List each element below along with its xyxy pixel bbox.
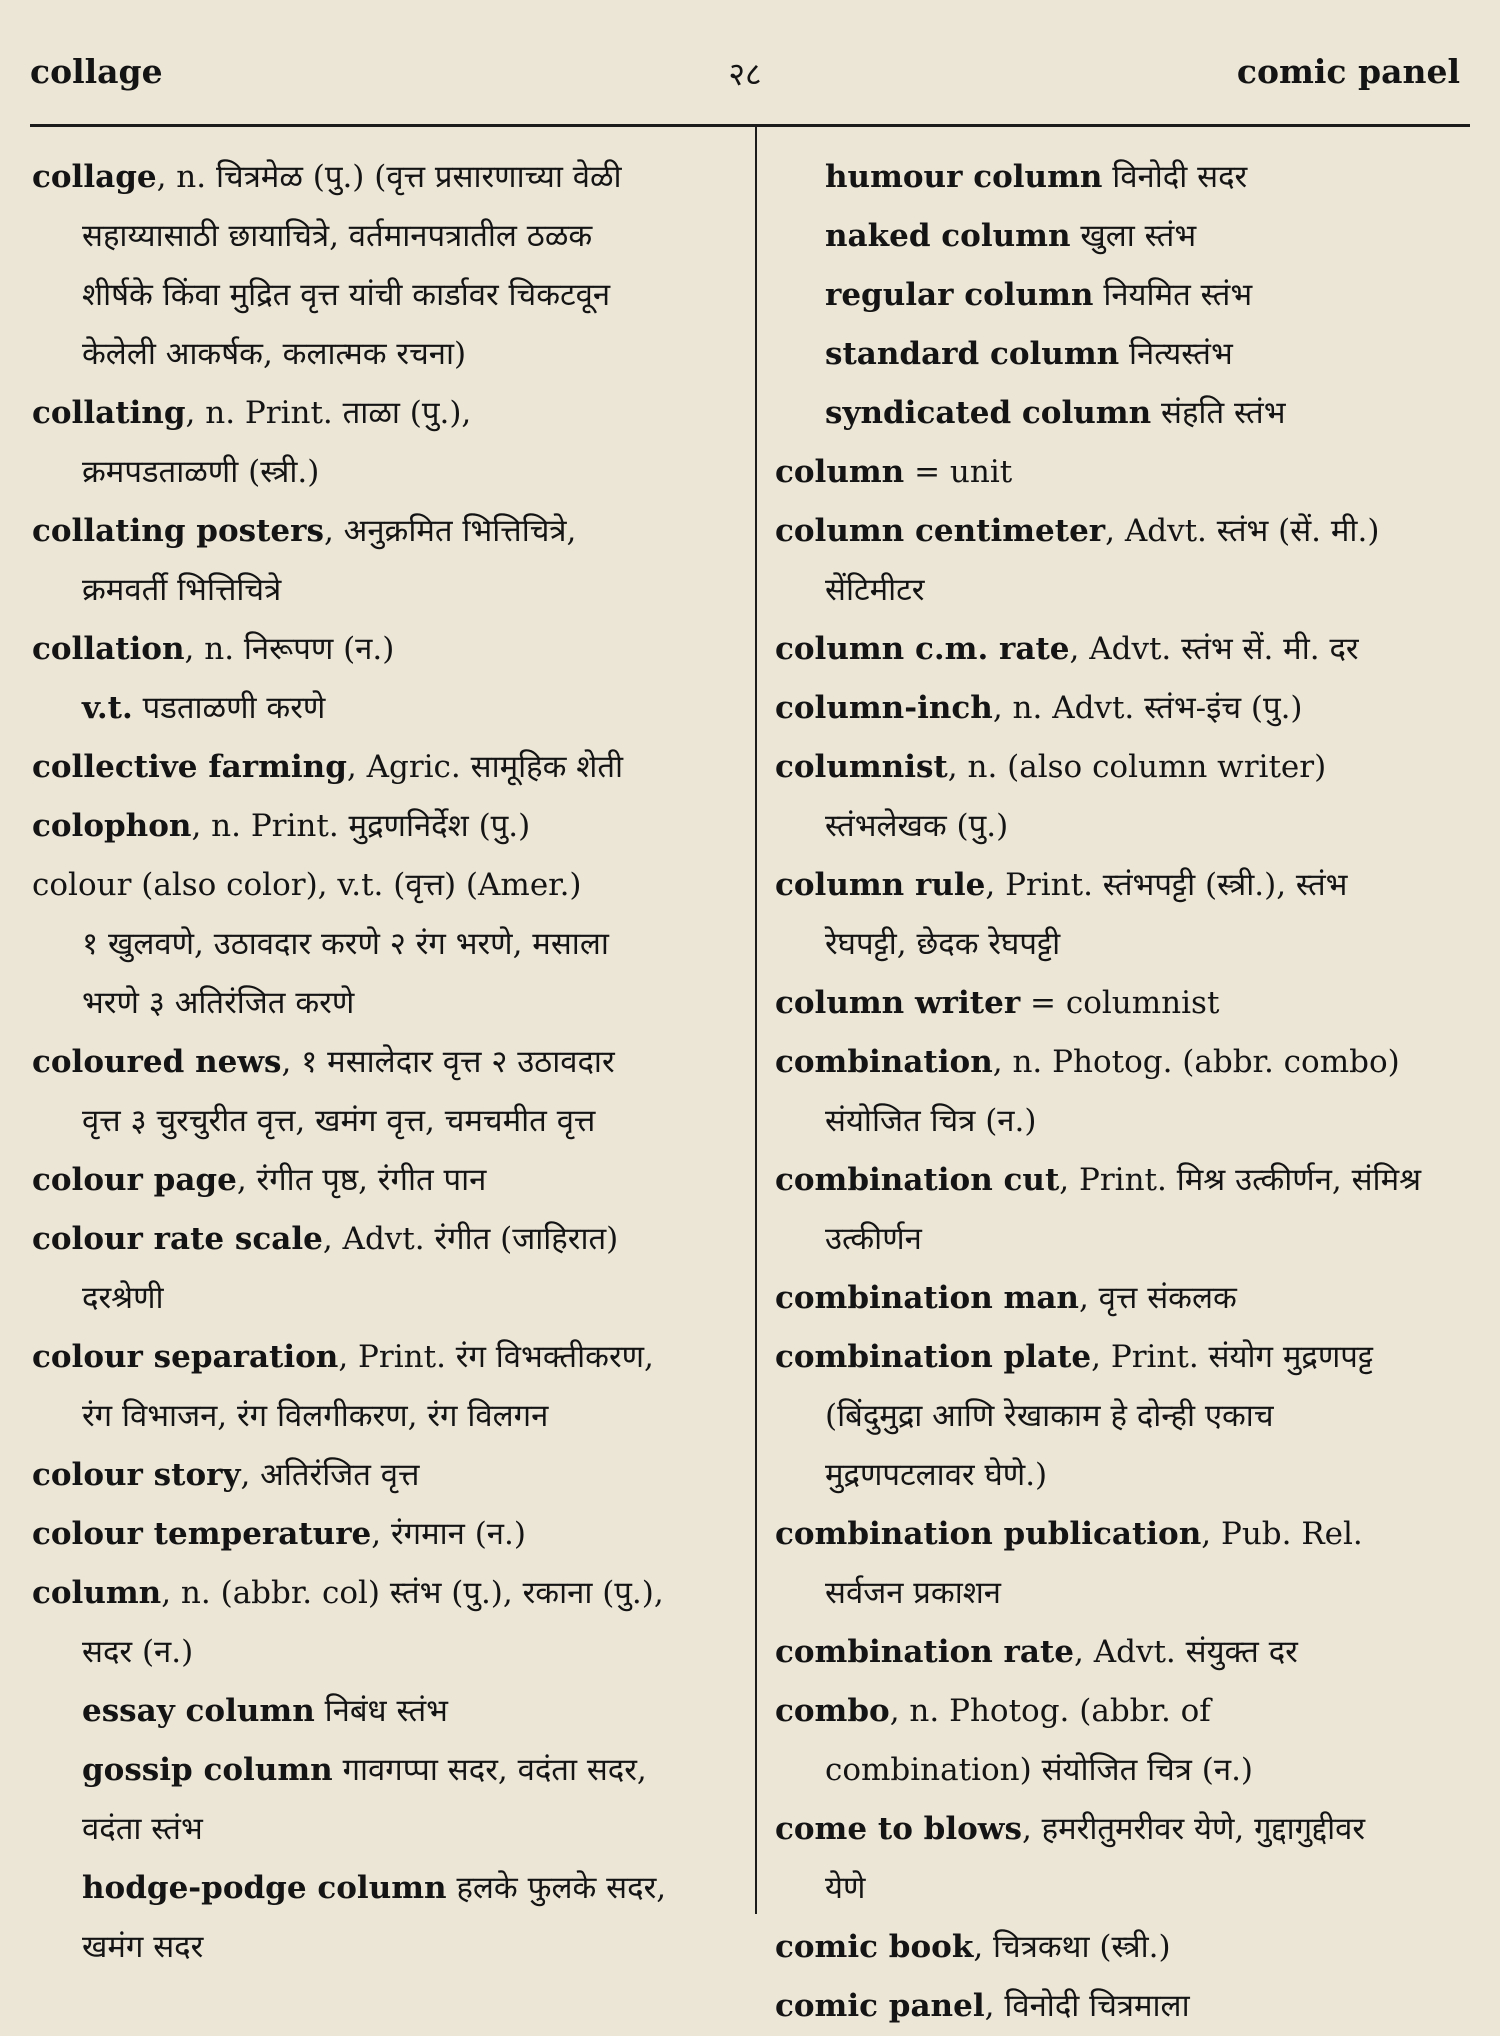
entry-headword-line — [775, 1505, 1475, 1564]
headword: standard column — [825, 336, 1120, 372]
entry-continuation-line — [32, 679, 732, 738]
entry-continuation-line: मुद्रणपटलावर घेणे.) — [825, 1457, 1048, 1493]
headword: regular column — [825, 277, 1094, 313]
entry-continuation-line — [775, 266, 1475, 325]
entry-continuation-line: वदंता स्तंभ — [82, 1811, 203, 1847]
headword: syndicated column — [825, 395, 1152, 431]
entry-headword-line — [32, 1505, 732, 1564]
page-number: २८ — [728, 55, 762, 93]
definition-text: = columnist — [1020, 985, 1220, 1021]
entry-headword-line — [32, 1210, 732, 1269]
definition-text: , Advt. रंगीत (जाहिरात) — [322, 1221, 619, 1257]
entry-continuation-line: सहाय्यासाठी छायाचित्रे, वर्तमानपत्रातील ठळक — [82, 218, 593, 254]
entry-headword-line — [775, 443, 1475, 502]
headword: colour page — [32, 1162, 237, 1198]
definition-text: , n. Print. ताळा (पु.), — [185, 395, 472, 431]
definition-text: , Advt. संयुक्त दर — [1074, 1634, 1298, 1670]
entry-headword-line — [775, 1800, 1475, 1859]
definition-text: , Print. रंग विभक्तीकरण, — [338, 1339, 654, 1375]
headword: colour rate scale — [32, 1221, 323, 1257]
definition-text: , रंगमान (न.) — [371, 1516, 526, 1552]
entry-continuation-line — [775, 325, 1475, 384]
entry-headword-line — [775, 1269, 1475, 1328]
entry-headword-line — [32, 1033, 732, 1092]
entry-headword-line — [775, 738, 1475, 797]
entry-headword-line — [32, 1151, 732, 1210]
definition-text: , Print. संयोग मुद्रणपट्ट — [1091, 1339, 1374, 1375]
entry-continuation-line: सेंटिमीटर — [825, 572, 925, 608]
definition-text: , Advt. स्तंभ सें. मी. दर — [1069, 631, 1359, 667]
entry-continuation-line — [775, 384, 1475, 443]
entry-continuation-line: दरश्रेणी — [82, 1280, 164, 1316]
headword: column — [32, 1575, 162, 1611]
column-divider — [755, 126, 757, 1914]
entry-headword-line: colour (also color), v.t. (वृत्त) (Amer.) — [32, 867, 582, 903]
definition-text: , Print. स्तंभपट्टी (स्त्री.), स्तंभ — [985, 867, 1348, 903]
entry-continuation-line — [775, 148, 1475, 207]
entry-continuation-line: सर्वजन प्रकाशन — [825, 1575, 1002, 1611]
headword: column c.m. rate — [775, 631, 1070, 667]
definition-text: , चित्रकथा (स्त्री.) — [973, 1929, 1171, 1965]
entry-headword-line — [32, 1446, 732, 1505]
entry-headword-line — [32, 384, 732, 443]
left-column — [32, 148, 732, 1977]
headword: comic panel — [775, 1988, 985, 2024]
headword: combination rate — [775, 1634, 1074, 1670]
entry-headword-line — [32, 148, 732, 207]
entry-continuation-line: केलेली आकर्षक, कलात्मक रचना) — [82, 336, 467, 372]
entry-continuation-line: वृत्त ३ चुरचुरीत वृत्त, खमंग वृत्त, चमचमीत वृत्त — [82, 1103, 596, 1139]
definition-text: संहति स्तंभ — [1151, 395, 1286, 431]
definition-text: , n. Print. मुद्रणनिर्देश (पु.) — [191, 808, 531, 844]
definition-text: , १ मसालेदार वृत्त २ उठावदार — [281, 1044, 615, 1080]
entry-headword-line — [775, 1682, 1475, 1741]
entry-continuation-line: संयोजित चित्र (न.) — [825, 1103, 1037, 1139]
headword: combination man — [775, 1280, 1079, 1316]
headword: v.t. — [82, 690, 133, 726]
entry-headword-line — [775, 1977, 1475, 2036]
entry-continuation-line: स्तंभलेखक (पु.) — [825, 808, 1009, 844]
headword: colour story — [32, 1457, 241, 1493]
entry-continuation-line: १ खुलवणे, उठावदार करणे २ रंग भरणे, मसाला — [82, 926, 609, 962]
header-right-guideword: comic panel — [1236, 52, 1460, 91]
headword: combination cut — [775, 1162, 1060, 1198]
definition-text: , Pub. Rel. — [1201, 1516, 1363, 1552]
definition-text: , रंगीत पृष्ठ, रंगीत पान — [236, 1162, 487, 1198]
headword: combination publication — [775, 1516, 1202, 1552]
entry-headword-line — [775, 620, 1475, 679]
definition-text: , Advt. स्तंभ (सें. मी.) — [1105, 513, 1380, 549]
entry-continuation-line: उत्कीर्णन — [825, 1221, 922, 1257]
entry-headword-line — [32, 1328, 732, 1387]
definition-text: , वृत्त संकलक — [1078, 1280, 1237, 1316]
entry-headword-line — [775, 1151, 1475, 1210]
entry-headword-line — [32, 797, 732, 856]
headword: combination — [775, 1044, 993, 1080]
entry-headword-line — [775, 974, 1475, 1033]
definition-text: , Agric. सामूहिक शेती — [346, 749, 624, 785]
definition-text: , n. Advt. स्तंभ-इंच (पु.) — [992, 690, 1303, 726]
entry-headword-line — [32, 1564, 732, 1623]
definition-text: हलके फुलके सदर, — [446, 1870, 667, 1906]
headword: collating posters — [32, 513, 324, 549]
headword: colour separation — [32, 1339, 339, 1375]
headword: column centimeter — [775, 513, 1106, 549]
headword: column-inch — [775, 690, 993, 726]
definition-text: खुला स्तंभ — [1070, 218, 1197, 254]
entry-headword-line — [32, 738, 732, 797]
entry-continuation-line — [32, 1741, 732, 1800]
definition-text: , विनोदी चित्रमाला — [984, 1988, 1190, 2024]
entry-continuation-line — [32, 1859, 732, 1918]
definition-text: , n. चित्रमेळ (पु.) (वृत्त प्रसारणाच्या वेळी — [156, 159, 622, 195]
headword: collage — [32, 159, 157, 195]
headword: hodge-podge column — [82, 1870, 447, 1906]
entry-headword-line — [775, 679, 1475, 738]
entry-continuation-line: (बिंदुमुद्रा आणि रेखाकाम हे दोन्ही एकाच — [825, 1398, 1274, 1434]
headword: coloured news — [32, 1044, 282, 1080]
headword: come to blows — [775, 1811, 1022, 1847]
entry-continuation-line: भरणे ३ अतिरंजित करणे — [82, 985, 355, 1021]
entry-headword-line — [775, 1033, 1475, 1092]
entry-continuation-line: रेघपट्टी, छेदक रेघपट्टी — [825, 926, 1061, 962]
entry-continuation-line: क्रमवर्ती भित्तिचित्रे — [82, 572, 282, 608]
entry-continuation-line: खमंग सदर — [82, 1929, 204, 1965]
definition-text: , n. Photog. (abbr. of — [889, 1693, 1211, 1729]
definition-text: , n. निरूपण (न.) — [184, 631, 395, 667]
entry-headword-line — [775, 856, 1475, 915]
headword: collating — [32, 395, 186, 431]
headword: comic book — [775, 1929, 974, 1965]
entry-headword-line — [775, 1623, 1475, 1682]
entry-continuation-line — [775, 207, 1475, 266]
headword: collation — [32, 631, 185, 667]
definition-text: नियमित स्तंभ — [1093, 277, 1253, 313]
definition-text: पडताळणी करणे — [132, 690, 326, 726]
headword: combo — [775, 1693, 890, 1729]
headword: collective farming — [32, 749, 347, 785]
definition-text: नित्यस्तंभ — [1119, 336, 1233, 372]
entry-headword-line — [775, 502, 1475, 561]
headword: humour column — [825, 159, 1103, 195]
entry-continuation-line — [32, 1682, 732, 1741]
entry-continuation-line: सदर (न.) — [82, 1634, 194, 1670]
definition-text: , अनुक्रमित भित्तिचित्रे, — [323, 513, 577, 549]
headword: essay column — [82, 1693, 315, 1729]
definition-text: गावगप्पा सदर, वदंता सदर, — [332, 1752, 647, 1788]
entry-continuation-line: रंग विभाजन, रंग विलगीकरण, रंग विलगन — [82, 1398, 549, 1434]
headword: column writer — [775, 985, 1021, 1021]
headword: column — [775, 454, 905, 490]
headword: colophon — [32, 808, 192, 844]
headword: gossip column — [82, 1752, 333, 1788]
definition-text: , हमरीतुमरीवर येणे, गुद्दागुद्दीवर — [1021, 1811, 1366, 1847]
entry-continuation-line: शीर्षके किंवा मुद्रित वृत्त यांची कार्डावर चिकटवून — [82, 277, 611, 313]
definition-text: निबंध स्तंभ — [314, 1693, 448, 1729]
entry-continuation-line: combination) संयोजित चित्र (न.) — [825, 1752, 1254, 1788]
definition-text: , n. (abbr. col) स्तंभ (पु.), रकाना (पु.), — [161, 1575, 664, 1611]
definition-text: , अतिरंजित वृत्त — [240, 1457, 420, 1493]
header-left-guideword: collage — [30, 52, 163, 91]
page-header — [30, 52, 1460, 102]
entry-headword-line — [32, 502, 732, 561]
definition-text: , n. Photog. (abbr. combo) — [992, 1044, 1400, 1080]
headword: columnist — [775, 749, 948, 785]
definition-text: , n. (also column writer) — [947, 749, 1327, 785]
headword: naked column — [825, 218, 1071, 254]
entry-headword-line — [775, 1328, 1475, 1387]
definition-text: विनोदी सदर — [1102, 159, 1248, 195]
headword: colour temperature — [32, 1516, 372, 1552]
headword: column rule — [775, 867, 986, 903]
header-rule — [30, 124, 1470, 127]
headword: combination plate — [775, 1339, 1092, 1375]
right-column — [775, 148, 1475, 2036]
entry-headword-line — [32, 620, 732, 679]
entry-continuation-line: येणे — [825, 1870, 866, 1906]
entry-continuation-line: क्रमपडताळणी (स्त्री.) — [82, 454, 320, 490]
entry-headword-line — [775, 1918, 1475, 1977]
definition-text: = unit — [904, 454, 1013, 490]
definition-text: , Print. मिश्र उत्कीर्णन, संमिश्र — [1059, 1162, 1422, 1198]
